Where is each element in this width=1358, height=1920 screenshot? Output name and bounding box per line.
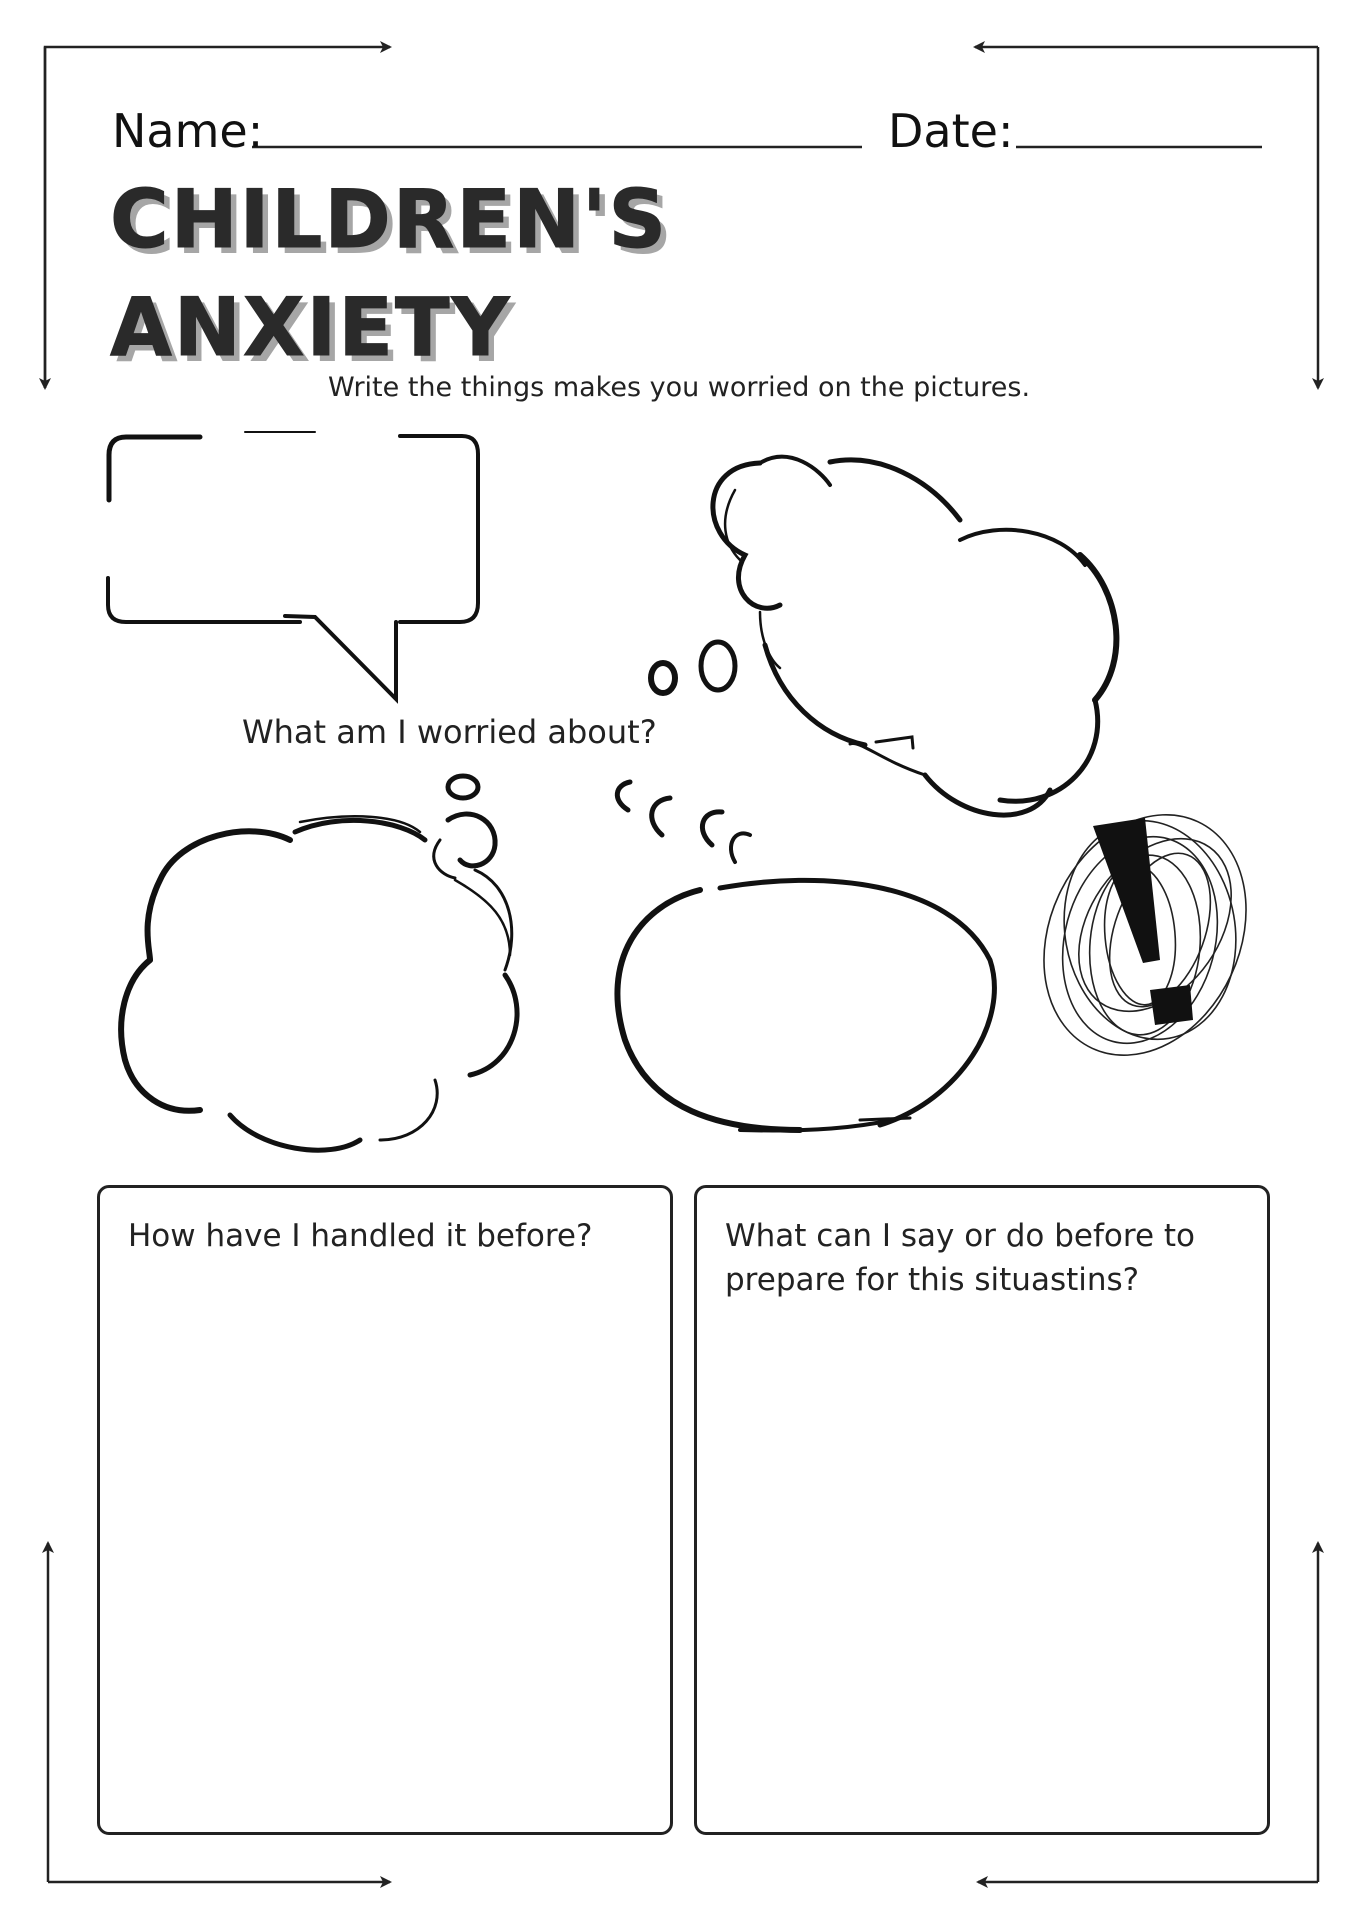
bubble-caption: What am I worried about? xyxy=(242,713,657,751)
handled-before-question: How have I handled it before? xyxy=(128,1218,593,1254)
prepare-question: What can I say or do before to prepare for this situastins? xyxy=(725,1218,1195,1298)
thought-cloud-left xyxy=(121,776,517,1150)
speech-bubble xyxy=(108,432,478,699)
page-title-line-2: ANXIETY xyxy=(110,281,512,374)
instruction-text: Write the things makes you worried on the pictures. xyxy=(327,372,1031,403)
name-label: Name: xyxy=(112,104,264,158)
page-title-line-1: CHILDREN'S xyxy=(110,173,669,266)
exclamation-icon xyxy=(1006,782,1284,1089)
handled-before-box[interactable] xyxy=(97,1185,673,1835)
date-label: Date: xyxy=(888,104,1014,158)
thought-cloud-oval xyxy=(617,782,994,1131)
prepare-box[interactable] xyxy=(694,1185,1270,1835)
thought-cloud-top xyxy=(651,457,1116,815)
